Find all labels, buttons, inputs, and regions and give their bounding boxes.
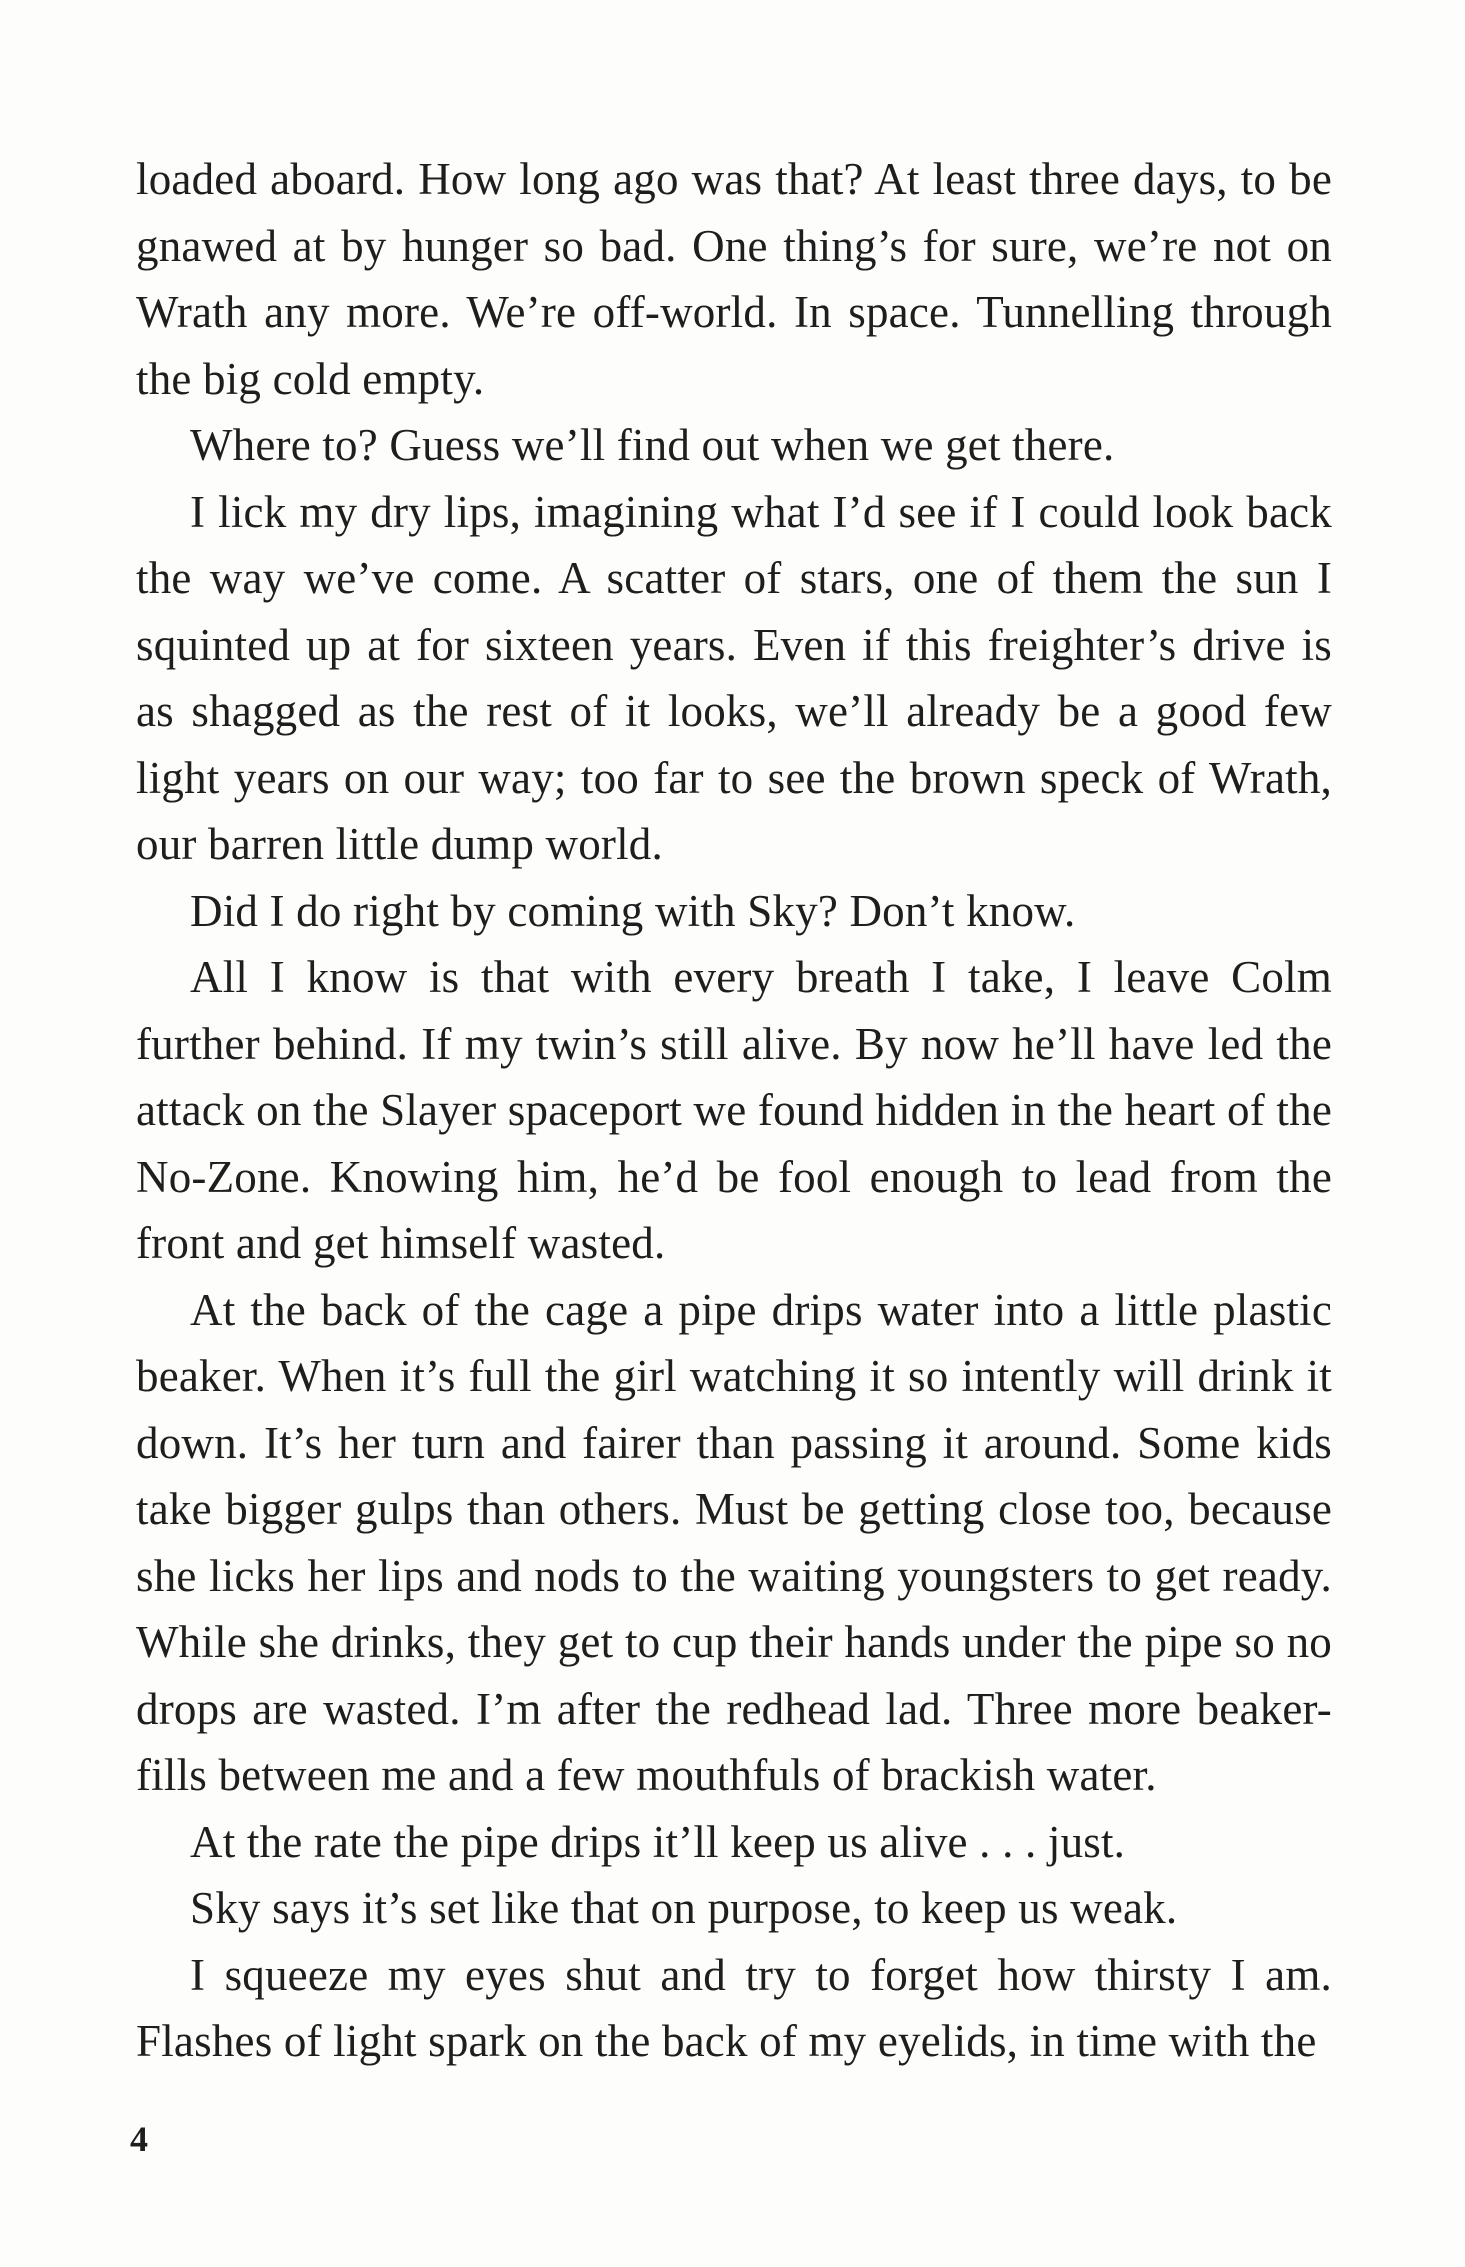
paragraph: I lick my dry lips, imagining what I’d see if I could look back the way we’ve come. A scatter of stars, one of them the sun I squinted up at for sixteen years. Even if this freighter’s drive is as shagged as the rest of it looks, we’ll already be a good few light years on our way; too far to see the brown speck of Wrath, our barren little dump world. <box>136 486 1332 869</box>
paragraph: At the rate the pipe drips it’ll keep us alive . . . just. <box>190 1816 1126 1867</box>
paragraph: At the back of the cage a pipe drips water into a little plastic beaker. When it’s full the girl watching it so intently will drink it down. It’s her turn and fairer than passing it around. Some kids take bigger gulps than others. Must be getting close too, because she licks her lips and nods to the waiting youngsters to get ready. While she drinks, they get to cup their hands under the pipe so no drops are wasted. I’m after the redhead lad. Three more beaker-fills between me and a few mouthfuls of brackish water. <box>136 1284 1332 1800</box>
page-number: 4 <box>130 2119 148 2159</box>
paragraph: Did I do right by coming with Sky? Don’t know. <box>190 885 1076 936</box>
paragraph: Sky says it’s set like that on purpose, to keep us weak. <box>190 1883 1178 1933</box>
paragraph: Where to? Guess we’ll find out when we get there. <box>190 420 1115 470</box>
paragraph: loaded aboard. How long ago was that? At least three days, to be gnawed at by hunger so bad. One thing’s for sure, we’re not on Wrath any more. We’re off-world. In space. Tunnelling through the big cold empty. <box>136 154 1332 404</box>
paragraph: I squeeze my eyes shut and try to forget how thirsty I am. Flashes of light spark on the back of my eyelids, in time with the <box>136 1949 1332 2066</box>
paragraph: All I know is that with every breath I take, I leave Colm further behind. If my twin’s still alive. By now he’ll have led the attack on the Slayer spaceport we found hidden in the heart of the No-Zone. Knowing him, he’d be fool enough to lead from the front and get himself wasted. <box>136 952 1332 1268</box>
body-text <box>136 146 1332 2075</box>
